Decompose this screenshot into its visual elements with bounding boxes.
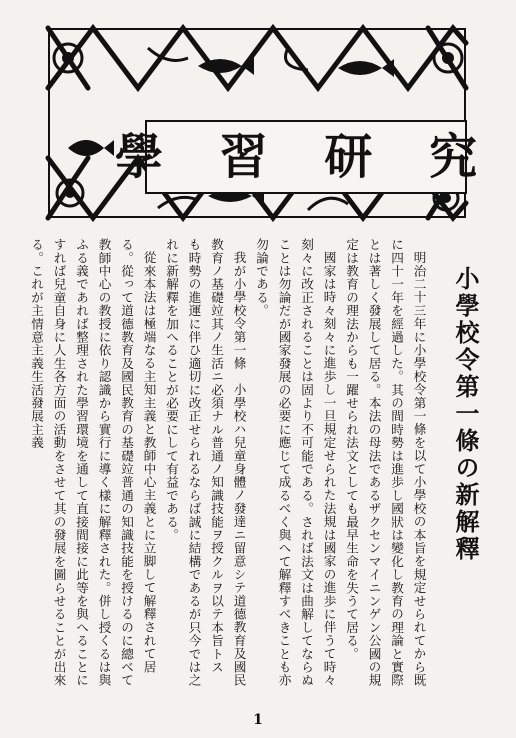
paragraph-3: 我が小學校令第一條 小學校ハ兒童身體ノ發達ニ留意シテ道德教育及國民教育ノ基礎竝其ノ生活ニ必須ナル普通ノ知識技能ヲ授クルヲ以テ本旨トス も時勢の進運に伴ひ適切に改正せられるならば誠に結構であるが只今では之れに新解釋を加へることが必要にして有益である。 xyxy=(164,238,247,687)
decorative-header-banner xyxy=(48,28,498,218)
article-body xyxy=(29,238,480,688)
title-plate xyxy=(114,120,498,194)
magazine-title: 學 習 研 究 xyxy=(114,129,498,185)
article-title: 小學校令第一條の新解釋 xyxy=(451,266,480,563)
page-number: 1 xyxy=(253,712,263,728)
paragraph-4: 從來本法は極端なる主知主義と教師中心主義とに立脚して解釋されて居る。從って道德教育及國民教育の基礎竝普通の知識技能を授けるのに總べて教師中心の教授に依り認識から實行に導く樣に解釋された。併し授くるは與ふる義であれば整理された學習環境を通して直接間接に此等を與へることにすれば兒童自身に人生各方面の活動をさせて其の發展を圖らせることが出來る。これが主情意主義生活發展主義 xyxy=(29,238,157,687)
paragraph-2: 國家は時々刻々に進歩し一旦規定せられた法規は國家の進歩に伴うて時々刻々に改正されることは固より不可能である。されば法文は曲解してならぬことは勿論だが國家發展の必要に應じて成るべく與へて解釋すべきことも亦勿論である。 xyxy=(254,238,337,687)
paragraph-1: 明治二十三年に小學校令第一條を以て小學校の本旨を規定せられてから既に四十一年を經過した。其の間時勢は進歩し國狀は變化し教育の理論と實際とは著しく發展して居る。本法の母法であるザクセンマイニンゲン公國の規定は教育の理法からも一躍せられ法文としても最早生命を失うて居る。 xyxy=(344,238,427,687)
